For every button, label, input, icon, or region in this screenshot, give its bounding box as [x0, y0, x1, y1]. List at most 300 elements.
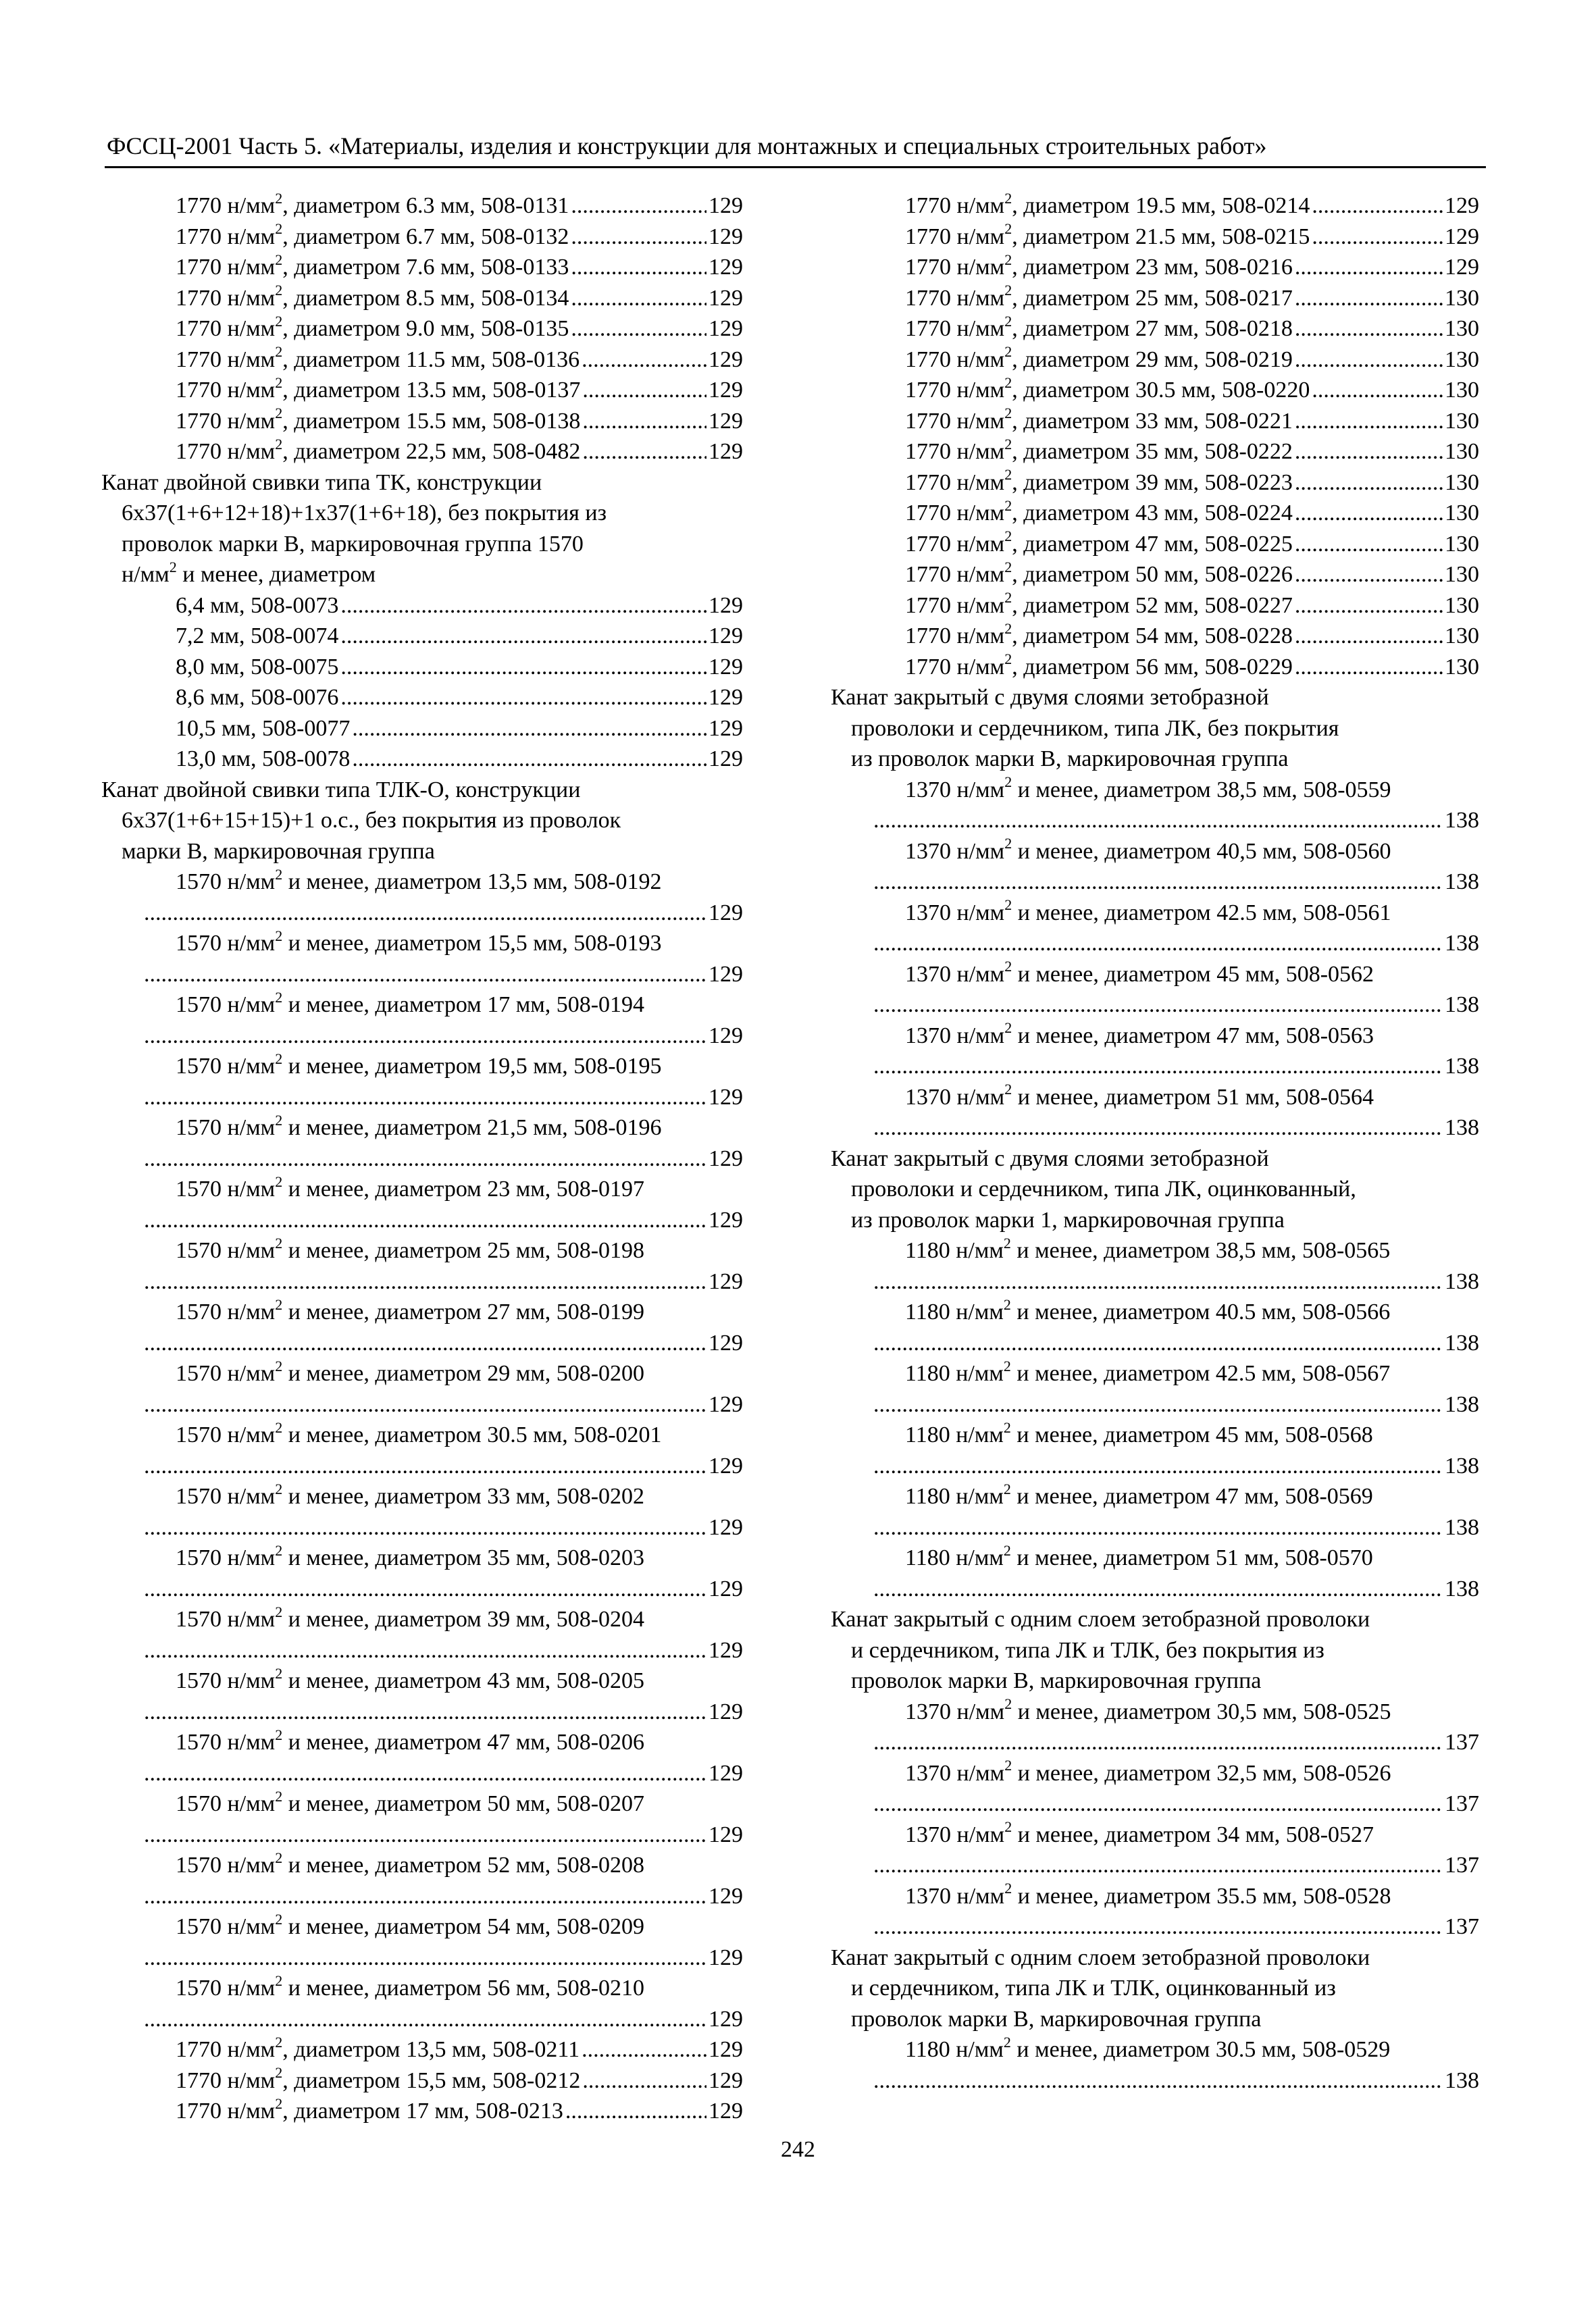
index-entry — [101, 1297, 743, 1358]
page-number: 242 — [781, 2137, 815, 2162]
entry-text: 1770 $н/мм^2$, диаметром 33 мм, 508-0221 — [905, 405, 1293, 434]
entry-text: 1370 $н/мм^2$ и менее, диаметром 51 мм, 508-0564 — [905, 1081, 1374, 1110]
entries-lk-1370 — [831, 775, 1479, 1143]
group-heading-line: $н/мм^2$ и менее, диаметром — [122, 558, 376, 587]
dot-leader — [144, 1266, 706, 1297]
entry-page-number: 137 — [1445, 1791, 1479, 1816]
dot-leader — [144, 898, 706, 929]
index-entry — [831, 1758, 1479, 1820]
dot-leader — [873, 805, 1443, 836]
dot-leader — [352, 744, 706, 775]
entry-page-number: 129 — [709, 623, 743, 648]
dot-leader — [144, 1635, 706, 1666]
dot-leader — [340, 621, 706, 652]
entry-text: 1370 $н/мм^2$ и менее, диаметром 30,5 мм, 508-0525 — [905, 1695, 1391, 1724]
entry-text: 10,5 мм, 508-0077 — [176, 715, 351, 741]
entry-text: 1370 $н/мм^2$ и менее, диаметром 35.5 мм, 508-0528 — [905, 1880, 1391, 1909]
index-entry — [831, 652, 1479, 683]
entry-text: 1770 $н/мм^2$, диаметром 25 мм, 508-0217 — [905, 282, 1293, 311]
entry-page-number: 129 — [709, 1760, 743, 1786]
dot-leader — [873, 1512, 1443, 1543]
index-entry — [831, 344, 1479, 376]
entry-page-number: 129 — [709, 1084, 743, 1110]
entry-text: 1180 $н/мм^2$ и менее, диаметром 38,5 мм, 508-0565 — [905, 1234, 1391, 1263]
entry-page-number: 129 — [709, 193, 743, 218]
entry-text: 1180 $н/мм^2$ и менее, диаметром 30.5 мм, 508-0529 — [905, 2033, 1391, 2062]
entry-page-number: 130 — [1445, 592, 1479, 618]
index-entry — [831, 1881, 1479, 1943]
dot-leader — [582, 406, 706, 437]
entry-text: 1570 $н/мм^2$ и менее, диаметром 19,5 мм, 508-0195 — [176, 1050, 662, 1079]
entry-text: 1180 $н/мм^2$ и менее, диаметром 42.5 мм, 508-0567 — [905, 1357, 1391, 1386]
entry-page-number: 129 — [709, 1576, 743, 1601]
entries-tlk-1570 — [101, 867, 743, 2034]
entry-page-number: 129 — [709, 1207, 743, 1233]
entry-page-number: 129 — [709, 592, 743, 618]
dot-leader — [873, 1389, 1443, 1420]
dot-leader — [144, 1021, 706, 1052]
entry-text: 1770 $н/мм^2$, диаметром 21.5 мм, 508-0215 — [905, 220, 1310, 249]
group-heading-line: марки В, маркировочная группа — [122, 838, 435, 864]
entry-text: 1770 $н/мм^2$, диаметром 17 мм, 508-0213 — [176, 2094, 563, 2124]
group-heading-line: из проволок марки 1, маркировочная группа — [851, 1207, 1285, 1233]
entry-page-number: 138 — [1445, 1453, 1479, 1479]
entry-page-number: 137 — [1445, 1853, 1479, 1878]
index-entry — [101, 1604, 743, 1666]
entry-page-number: 129 — [709, 1945, 743, 1970]
dot-leader — [1295, 590, 1443, 621]
index-entry — [831, 559, 1479, 590]
group-heading-line: Канат закрытый с одним слоем зетобразной проволоки — [831, 1607, 1370, 1632]
entry-text: 1570 $н/мм^2$ и менее, диаметром 25 мм, 508-0198 — [176, 1234, 645, 1263]
entry-text: 1570 $н/мм^2$ и менее, диаметром 47 мм, 508-0206 — [176, 1726, 645, 1755]
dot-leader — [340, 682, 706, 713]
index-entry — [831, 283, 1479, 314]
index-entry — [101, 190, 743, 222]
entry-text: 1570 $н/мм^2$ и менее, диаметром 17 мм, 508-0194 — [176, 988, 645, 1017]
dot-leader — [144, 1512, 706, 1543]
index-entry — [101, 2096, 743, 2127]
entries-tk-1770 — [101, 190, 743, 467]
index-entry — [831, 252, 1479, 283]
dot-leader — [582, 344, 706, 376]
entry-text: 1570 $н/мм^2$ и менее, диаметром 50 мм, 508-0207 — [176, 1787, 645, 1816]
entry-page-number: 130 — [1445, 562, 1479, 587]
entry-text: 1570 $н/мм^2$ и менее, диаметром 56 мм, 508-0210 — [176, 1972, 645, 2001]
index-entry — [101, 1666, 743, 1727]
entries-tlk-1770-cont — [831, 190, 1479, 682]
entry-page-number: 129 — [709, 685, 743, 710]
entry-page-number: 130 — [1445, 531, 1479, 557]
entry-page-number: 129 — [709, 2099, 743, 2124]
entry-page-number: 137 — [1445, 1914, 1479, 1939]
index-entry — [101, 436, 743, 467]
group-heading-line: Канат закрытый с двумя слоями зетобразной — [831, 685, 1269, 710]
entry-text: 1770 $н/мм^2$, диаметром 56 мм, 508-0229 — [905, 650, 1293, 679]
entry-page-number: 130 — [1445, 623, 1479, 648]
entry-page-number: 138 — [1445, 931, 1479, 956]
entry-page-number: 129 — [1445, 224, 1479, 249]
index-entry — [101, 652, 743, 683]
entry-page-number: 130 — [1445, 316, 1479, 341]
entry-page-number: 129 — [709, 1883, 743, 1909]
group-heading-line: и сердечником, типа ЛК и ТЛК, без покрытия из — [851, 1637, 1324, 1663]
index-entry — [101, 222, 743, 253]
index-entry — [101, 252, 743, 283]
dot-leader — [873, 1266, 1443, 1297]
index-entry — [101, 1789, 743, 1850]
entry-page-number: 129 — [709, 1391, 743, 1417]
entry-text: 1770 $н/мм^2$, диаметром 27 мм, 508-0218 — [905, 312, 1293, 341]
index-entry — [831, 529, 1479, 560]
entries-one-layer-1370 — [831, 1697, 1479, 1943]
index-entry — [831, 1297, 1479, 1358]
entry-page-number: 138 — [1445, 1330, 1479, 1356]
entry-text: 1770 $н/мм^2$, диаметром 9.0 мм, 508-0135 — [176, 312, 569, 341]
entry-page-number: 130 — [1445, 346, 1479, 372]
dot-leader — [1312, 190, 1443, 222]
group-heading-line: проволок марки В, маркировочная группа 1570 — [122, 531, 584, 557]
index-entry — [101, 989, 743, 1051]
entry-text: 1770 $н/мм^2$, диаметром 8.5 мм, 508-0134 — [176, 282, 569, 311]
index-entry — [831, 836, 1479, 898]
index-entry — [101, 1174, 743, 1235]
entry-page-number: 138 — [1445, 1514, 1479, 1540]
entry-text: 1570 $н/мм^2$ и менее, диаметром 35 мм, 508-0203 — [176, 1541, 645, 1570]
entry-page-number: 129 — [709, 961, 743, 987]
entry-text: 1770 $н/мм^2$, диаметром 15.5 мм, 508-0138 — [176, 405, 581, 434]
entry-page-number: 129 — [709, 715, 743, 741]
entry-page-number: 138 — [1445, 1115, 1479, 1140]
index-entry — [831, 1697, 1479, 1758]
index-entry — [831, 898, 1479, 959]
dot-leader — [873, 1574, 1443, 1605]
dot-leader — [873, 1451, 1443, 1482]
entry-text: 6,4 мм, 508-0073 — [176, 592, 339, 618]
entry-text: 1570 $н/мм^2$ и менее, диаметром 39 мм, 508-0204 — [176, 1603, 645, 1632]
index-entry — [101, 1911, 743, 1973]
dot-leader — [1295, 467, 1443, 498]
dot-leader — [1295, 283, 1443, 314]
index-entry — [831, 621, 1479, 652]
entry-page-number: 129 — [709, 900, 743, 925]
index-entry — [831, 1481, 1479, 1543]
dot-leader — [1295, 313, 1443, 344]
entry-page-number: 130 — [1445, 469, 1479, 495]
index-entry — [831, 436, 1479, 467]
group-heading-tk — [101, 467, 743, 590]
dot-leader — [1295, 621, 1443, 652]
dot-leader — [144, 1697, 706, 1728]
entry-page-number: 129 — [709, 224, 743, 249]
index-entry — [831, 1235, 1479, 1297]
entry-page-number: 129 — [709, 654, 743, 679]
dot-leader — [873, 867, 1443, 898]
entry-page-number: 138 — [1445, 2067, 1479, 2093]
entry-text: 1770 $н/мм^2$, диаметром 23 мм, 508-0216 — [905, 251, 1293, 280]
entry-text: 1370 $н/мм^2$ и менее, диаметром 38,5 мм, 508-0559 — [905, 773, 1391, 802]
index-entry — [101, 344, 743, 376]
index-entry — [101, 1420, 743, 1481]
group-heading-line: Канат двойной свивки типа ТК, конструкции — [101, 469, 542, 495]
page-header: ФССЦ-2001 Часть 5. «Материалы, изделия и конструкции для монтажных и специальных строительных работ» — [107, 132, 1267, 159]
entry-text: 1770 $н/мм^2$, диаметром 29 мм, 508-0219 — [905, 343, 1293, 372]
entry-page-number: 138 — [1445, 1576, 1479, 1601]
index-entry — [101, 590, 743, 621]
entry-text: 1770 $н/мм^2$, диаметром 43 мм, 508-0224 — [905, 496, 1293, 525]
entry-page-number: 130 — [1445, 285, 1479, 311]
dot-leader — [144, 2004, 706, 2035]
index-entry — [101, 283, 743, 314]
dot-leader — [873, 1051, 1443, 1082]
dot-leader — [873, 1850, 1443, 1881]
entry-page-number: 129 — [1445, 255, 1479, 280]
entry-page-number: 129 — [709, 1330, 743, 1356]
index-entry — [101, 744, 743, 775]
index-entry — [101, 928, 743, 989]
index-entry — [831, 222, 1479, 253]
group-heading-line: проволоки и сердечником, типа ЛК, оцинкованный, — [851, 1177, 1356, 1202]
entry-text: 1770 $н/мм^2$, диаметром 30.5 мм, 508-0220 — [905, 374, 1310, 403]
entries-tlk-1770 — [101, 2034, 743, 2127]
entry-text: 1770 $н/мм^2$, диаметром 54 мм, 508-0228 — [905, 619, 1293, 648]
entry-text: 1570 $н/мм^2$ и менее, диаметром 30.5 мм, 508-0201 — [176, 1418, 662, 1447]
entry-page-number: 137 — [1445, 1730, 1479, 1755]
entry-text: 1370 $н/мм^2$ и менее, диаметром 42.5 мм, 508-0561 — [905, 896, 1391, 925]
entry-text: 1770 $н/мм^2$, диаметром 35 мм, 508-0222 — [905, 435, 1293, 464]
index-entry — [831, 2034, 1479, 2096]
dot-leader — [352, 713, 706, 744]
entry-text: 1770 $н/мм^2$, диаметром 13,5 мм, 508-0211 — [176, 2033, 580, 2062]
index-entry — [831, 313, 1479, 344]
group-heading-line: проволок марки В, маркировочная группа — [851, 2006, 1262, 2032]
entry-text: 1570 $н/мм^2$ и менее, диаметром 23 мм, 508-0197 — [176, 1173, 645, 1202]
dot-leader — [873, 928, 1443, 959]
dot-leader — [873, 989, 1443, 1021]
index-entry — [101, 1112, 743, 1174]
right-column — [831, 190, 1479, 2096]
entry-text: 1180 $н/мм^2$ и менее, диаметром 45 мм, 508-0568 — [905, 1418, 1373, 1447]
entry-text: 1770 $н/мм^2$, диаметром 22,5 мм, 508-0482 — [176, 435, 581, 464]
entry-text: 1370 $н/мм^2$ и менее, диаметром 32,5 мм, 508-0526 — [905, 1757, 1391, 1786]
group-heading-line: проволок марки В, маркировочная группа — [851, 1668, 1262, 1693]
entry-page-number: 129 — [709, 316, 743, 341]
group-heading-line: Канат закрытый с двумя слоями зетобразной — [831, 1146, 1269, 1171]
index-entry — [101, 621, 743, 652]
entry-page-number: 129 — [709, 746, 743, 771]
entry-text: 1770 $н/мм^2$, диаметром 13.5 мм, 508-0137 — [176, 374, 581, 403]
dot-leader — [144, 1881, 706, 1912]
group-heading-one-layer — [831, 1604, 1479, 1697]
header-rule — [105, 166, 1486, 168]
index-entry — [101, 682, 743, 713]
index-entry — [831, 375, 1479, 406]
index-entry — [101, 313, 743, 344]
index-entry — [831, 406, 1479, 437]
index-entry — [831, 1021, 1479, 1082]
entry-text: 1570 $н/мм^2$ и менее, диаметром 21,5 мм, 508-0196 — [176, 1111, 662, 1140]
entry-text: 1770 $н/мм^2$, диаметром 6.3 мм, 508-0131 — [176, 189, 569, 218]
entry-text: 1770 $н/мм^2$, диаметром 6.7 мм, 508-0132 — [176, 220, 569, 249]
entry-page-number: 129 — [709, 1699, 743, 1724]
dot-leader — [873, 1727, 1443, 1758]
dot-leader — [144, 1143, 706, 1175]
entry-text: 1570 $н/мм^2$ и менее, диаметром 54 мм, 508-0209 — [176, 1910, 645, 1939]
dot-leader — [340, 652, 706, 683]
group-heading-line: проволоки и сердечником, типа ЛК, без покрытия — [851, 715, 1339, 741]
entry-text: 1770 $н/мм^2$, диаметром 52 мм, 508-0227 — [905, 589, 1293, 618]
index-entry — [831, 1543, 1479, 1604]
dot-leader — [873, 1328, 1443, 1359]
dot-leader — [1295, 436, 1443, 467]
group-heading-one-layer-zinc — [831, 1943, 1479, 2035]
group-heading-tlk-o — [101, 775, 743, 867]
dot-leader — [571, 190, 706, 222]
dot-leader — [582, 436, 706, 467]
entry-page-number: 138 — [1445, 808, 1479, 833]
entry-text: 13,0 мм, 508-0078 — [176, 746, 351, 771]
entry-text: 1770 $н/мм^2$, диаметром 50 мм, 508-0226 — [905, 558, 1293, 587]
dot-leader — [1312, 222, 1443, 253]
entry-page-number: 138 — [1445, 1391, 1479, 1417]
group-heading-line: из проволок марки В, маркировочная группа — [851, 746, 1289, 771]
index-entry — [101, 375, 743, 406]
index-entry — [831, 1358, 1479, 1420]
entry-text: 1180 $н/мм^2$ и менее, диаметром 47 мм, 508-0569 — [905, 1480, 1373, 1509]
entry-page-number: 129 — [709, 2067, 743, 2093]
entry-page-number: 129 — [709, 408, 743, 434]
index-entry — [831, 959, 1479, 1021]
group-heading-line: 6х37(1+6+15+15)+1 о.с., без покрытия из проволок — [122, 808, 621, 833]
dot-leader — [1312, 375, 1443, 406]
group-heading-line: и сердечником, типа ЛК и ТЛК, оцинкованный из — [851, 1976, 1336, 2001]
entry-text: 1370 $н/мм^2$ и менее, диаметром 34 мм, 508-0527 — [905, 1818, 1374, 1847]
dot-leader — [582, 2034, 706, 2065]
index-entry — [101, 1481, 743, 1543]
dot-leader — [582, 375, 706, 406]
index-entry — [101, 1973, 743, 2034]
group-heading-line: Канат закрытый с одним слоем зетобразной проволоки — [831, 1945, 1370, 1970]
entry-page-number: 138 — [1445, 992, 1479, 1017]
dot-leader — [873, 1112, 1443, 1143]
entries-one-layer-1180 — [831, 2034, 1479, 2096]
dot-leader — [1295, 559, 1443, 590]
entry-page-number: 130 — [1445, 654, 1479, 679]
entry-text: 8,0 мм, 508-0075 — [176, 654, 339, 679]
dot-leader — [873, 1789, 1443, 1820]
entry-page-number: 138 — [1445, 1054, 1479, 1079]
entry-text: 1570 $н/мм^2$ и менее, диаметром 52 мм, 508-0208 — [176, 1849, 645, 1878]
entry-text: 1570 $н/мм^2$ и менее, диаметром 13,5 мм, 508-0192 — [176, 865, 662, 894]
entry-page-number: 138 — [1445, 869, 1479, 894]
index-entry — [101, 1051, 743, 1112]
index-entry — [831, 467, 1479, 498]
dot-leader — [1295, 344, 1443, 376]
dot-leader — [1295, 406, 1443, 437]
dot-leader — [873, 2065, 1443, 2097]
entries-lk-1180 — [831, 1235, 1479, 1604]
index-entry — [831, 1820, 1479, 1881]
group-heading-line: Канат двойной свивки типа ТЛК-О, конструкции — [101, 777, 581, 802]
entry-text: 1570 $н/мм^2$ и менее, диаметром 29 мм, 508-0200 — [176, 1357, 645, 1386]
dot-leader — [1295, 498, 1443, 529]
entry-page-number: 130 — [1445, 439, 1479, 464]
entry-text: 1570 $н/мм^2$ и менее, диаметром 15,5 мм, 508-0193 — [176, 927, 662, 956]
index-entry — [101, 1543, 743, 1604]
entry-page-number: 129 — [709, 1453, 743, 1479]
entry-page-number: 129 — [709, 1637, 743, 1663]
index-entry — [831, 590, 1479, 621]
entry-page-number: 129 — [709, 346, 743, 372]
entry-text: 8,6 мм, 508-0076 — [176, 685, 339, 710]
dot-leader — [144, 1389, 706, 1420]
dot-leader — [571, 283, 706, 314]
dot-leader — [144, 1943, 706, 1974]
entry-page-number: 138 — [1445, 1268, 1479, 1294]
entry-text: 1770 $н/мм^2$, диаметром 15,5 мм, 508-0212 — [176, 2064, 581, 2093]
index-entry — [831, 1082, 1479, 1143]
index-entry — [101, 406, 743, 437]
dot-leader — [1295, 529, 1443, 560]
entry-page-number: 129 — [709, 1822, 743, 1847]
dot-leader — [144, 1451, 706, 1482]
entry-page-number: 129 — [709, 255, 743, 280]
index-entry — [831, 775, 1479, 836]
dot-leader — [582, 2065, 706, 2097]
entry-page-number: 129 — [709, 2006, 743, 2032]
entry-page-number: 130 — [1445, 408, 1479, 434]
entry-text: 1770 $н/мм^2$, диаметром 19.5 мм, 508-0214 — [905, 189, 1310, 218]
index-entry — [831, 190, 1479, 222]
entry-text: 1770 $н/мм^2$, диаметром 11.5 мм, 508-0136 — [176, 343, 580, 372]
entry-page-number: 129 — [709, 1268, 743, 1294]
entry-text: 1180 $н/мм^2$ и менее, диаметром 51 мм, 508-0570 — [905, 1541, 1373, 1570]
dot-leader — [144, 959, 706, 990]
entry-page-number: 129 — [709, 2037, 743, 2062]
dot-leader — [1295, 252, 1443, 283]
entry-text: 1570 $н/мм^2$ и менее, диаметром 43 мм, 508-0205 — [176, 1664, 645, 1693]
index-entry — [101, 713, 743, 744]
entry-page-number: 129 — [709, 1514, 743, 1540]
entry-text: 1180 $н/мм^2$ и менее, диаметром 40.5 мм, 508-0566 — [905, 1295, 1391, 1325]
entry-text: 1570 $н/мм^2$ и менее, диаметром 27 мм, 508-0199 — [176, 1295, 645, 1325]
entry-page-number: 129 — [709, 439, 743, 464]
group-heading-lk-zinc — [831, 1143, 1479, 1236]
dot-leader — [565, 2096, 706, 2127]
entry-page-number: 130 — [1445, 378, 1479, 403]
dot-leader — [144, 1758, 706, 1789]
entry-text: 1370 $н/мм^2$ и менее, диаметром 45 мм, 508-0562 — [905, 958, 1374, 987]
dot-leader — [144, 1328, 706, 1359]
index-entry — [101, 1727, 743, 1789]
entry-text: 1770 $н/мм^2$, диаметром 39 мм, 508-0223 — [905, 466, 1293, 495]
entry-page-number: 129 — [709, 1146, 743, 1171]
entry-text: 7,2 мм, 508-0074 — [176, 623, 339, 648]
index-entry — [831, 1420, 1479, 1481]
index-entry — [101, 1235, 743, 1297]
group-heading-lk — [831, 682, 1479, 775]
entry-page-number: 129 — [1445, 193, 1479, 218]
dot-leader — [571, 313, 706, 344]
dot-leader — [873, 1911, 1443, 1943]
entry-page-number: 129 — [709, 378, 743, 403]
index-entry — [101, 867, 743, 928]
dot-leader — [340, 590, 706, 621]
dot-leader — [144, 1205, 706, 1236]
entries-tk-1570 — [101, 590, 743, 775]
group-heading-line: 6х37(1+6+12+18)+1х37(1+6+18), без покрытия из — [122, 500, 607, 525]
entry-text: 1370 $н/мм^2$ и менее, диаметром 40,5 мм, 508-0560 — [905, 835, 1391, 864]
